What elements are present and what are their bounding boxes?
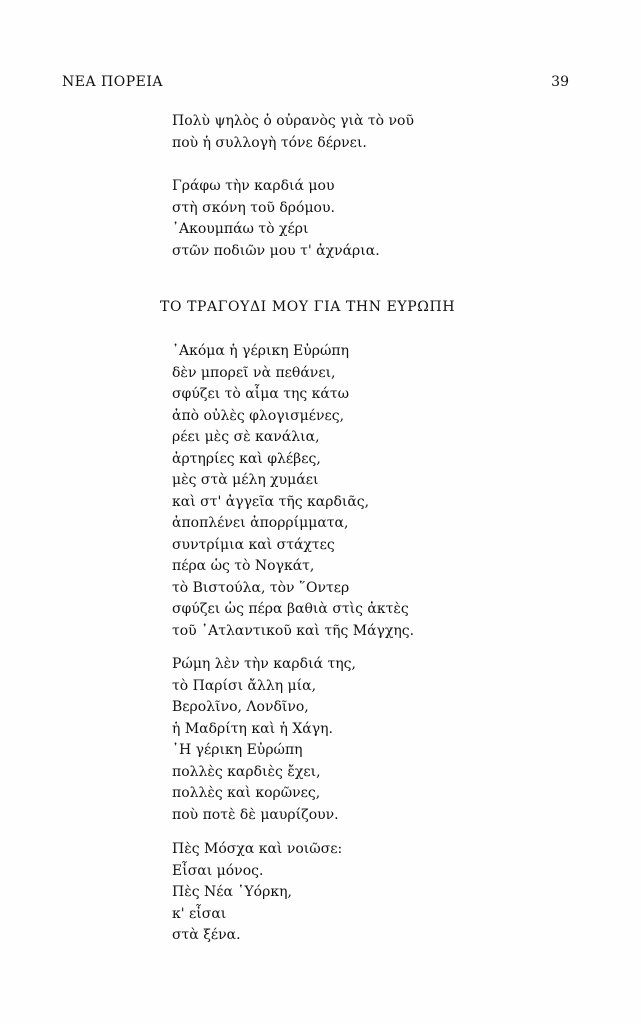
verse-line: ποὺ ποτὲ δὲ μαυρίζουν.	[172, 806, 339, 823]
verse-line: πολλὲς καρδιὲς ἔχει,	[172, 763, 321, 780]
verse-line: συντρίμια καὶ στάχτες	[172, 536, 335, 553]
poem-stanza-1	[172, 341, 414, 642]
verse-line: τοῦ ᾿Ατλαντικοῦ καὶ τῆς Μάγχης.	[172, 622, 415, 639]
stanza-opening-2	[172, 176, 380, 262]
verse-line: ἀποπλένει ἀπορρίμματα,	[172, 515, 349, 531]
verse-line: τὸ Παρίσι ἄλλη μία,	[172, 677, 317, 694]
verse-line: ρέει μὲς σὲ κανάλια,	[172, 429, 320, 445]
verse-line: ποὺ ἡ συλλογὴ τόνε δέρνει.	[172, 134, 367, 151]
verse-line: δὲν μπορεῖ νὰ πεθάνει,	[172, 364, 336, 381]
verse-line: σφύζει τὸ αἷμα της κάτω	[172, 386, 350, 402]
verse-line: ᾿Ακουμπάω τὸ χέρι	[172, 221, 309, 237]
verse-line: στῶν ποδιῶν μου τ' ἀχνάρια.	[172, 242, 380, 259]
verse-line: ἀπὸ οὐλὲς φλογισμένες,	[172, 407, 345, 424]
verse-line: Γράφω τὴν καρδιά μου	[172, 178, 335, 194]
verse-line: Εἶσαι μόνος.	[172, 862, 264, 879]
poem-stanza-3	[172, 839, 342, 947]
verse-line: ῾Η γέρικη Εὐρώπη	[172, 742, 303, 758]
verse-line: ἀρτηρίες καὶ φλέβες,	[172, 450, 321, 467]
verse-line: στὰ ξένα.	[172, 927, 241, 943]
poem-stanza-2	[172, 654, 356, 826]
verse-line: μὲς στὰ μέλη χυμάει	[172, 472, 319, 488]
verse-line: Ρώμη λὲν τὴν καρδιά της,	[172, 656, 356, 672]
running-head-title: ΝΕΑ ΠΟΡΕΙΑ	[62, 74, 163, 90]
verse-line: σφύζει ὡς πέρα βαθιὰ στὶς ἀκτὲς	[172, 601, 409, 617]
verse-line: πέρα ὡς τὸ Νογκάτ,	[172, 558, 315, 574]
verse-line: ἡ Μαδρίτη καὶ ἡ Χάγη.	[172, 720, 333, 737]
verse-line: Βερολῖνο, Λονδῖνο,	[172, 699, 309, 715]
verse-line: κ' εἶσαι	[172, 905, 227, 922]
verse-line: τὸ Βιστούλα, τὸν ῞Οντερ	[172, 579, 350, 596]
poem-title: ΤΟ ΤΡΑΓΟΥΔΙ ΜΟΥ ΓΙΑ ΤΗΝ ΕΥΡΩΠΗ	[160, 299, 456, 315]
verse-line: Πολὺ ψηλὸς ὁ οὐρανὸς γιὰ τὸ νοῦ	[172, 113, 414, 129]
verse-line: καὶ στ' ἀγγεῖα τῆς καρδιᾶς,	[172, 493, 370, 510]
verse-line: Πὲς Νέα ῾Υόρκη,	[172, 884, 292, 900]
page-number: 39	[551, 74, 569, 90]
verse-line: ᾿Ακόμα ἡ γέρικη Εὐρώπη	[172, 343, 350, 359]
verse-line: πολλὲς καὶ κορῶνες,	[172, 785, 321, 801]
verse-line: Πὲς Μόσχα καὶ νοιῶσε:	[172, 841, 343, 857]
verse-line: στὴ σκόνη τοῦ δρόμου.	[172, 199, 335, 216]
stanza-opening-1	[172, 111, 414, 154]
